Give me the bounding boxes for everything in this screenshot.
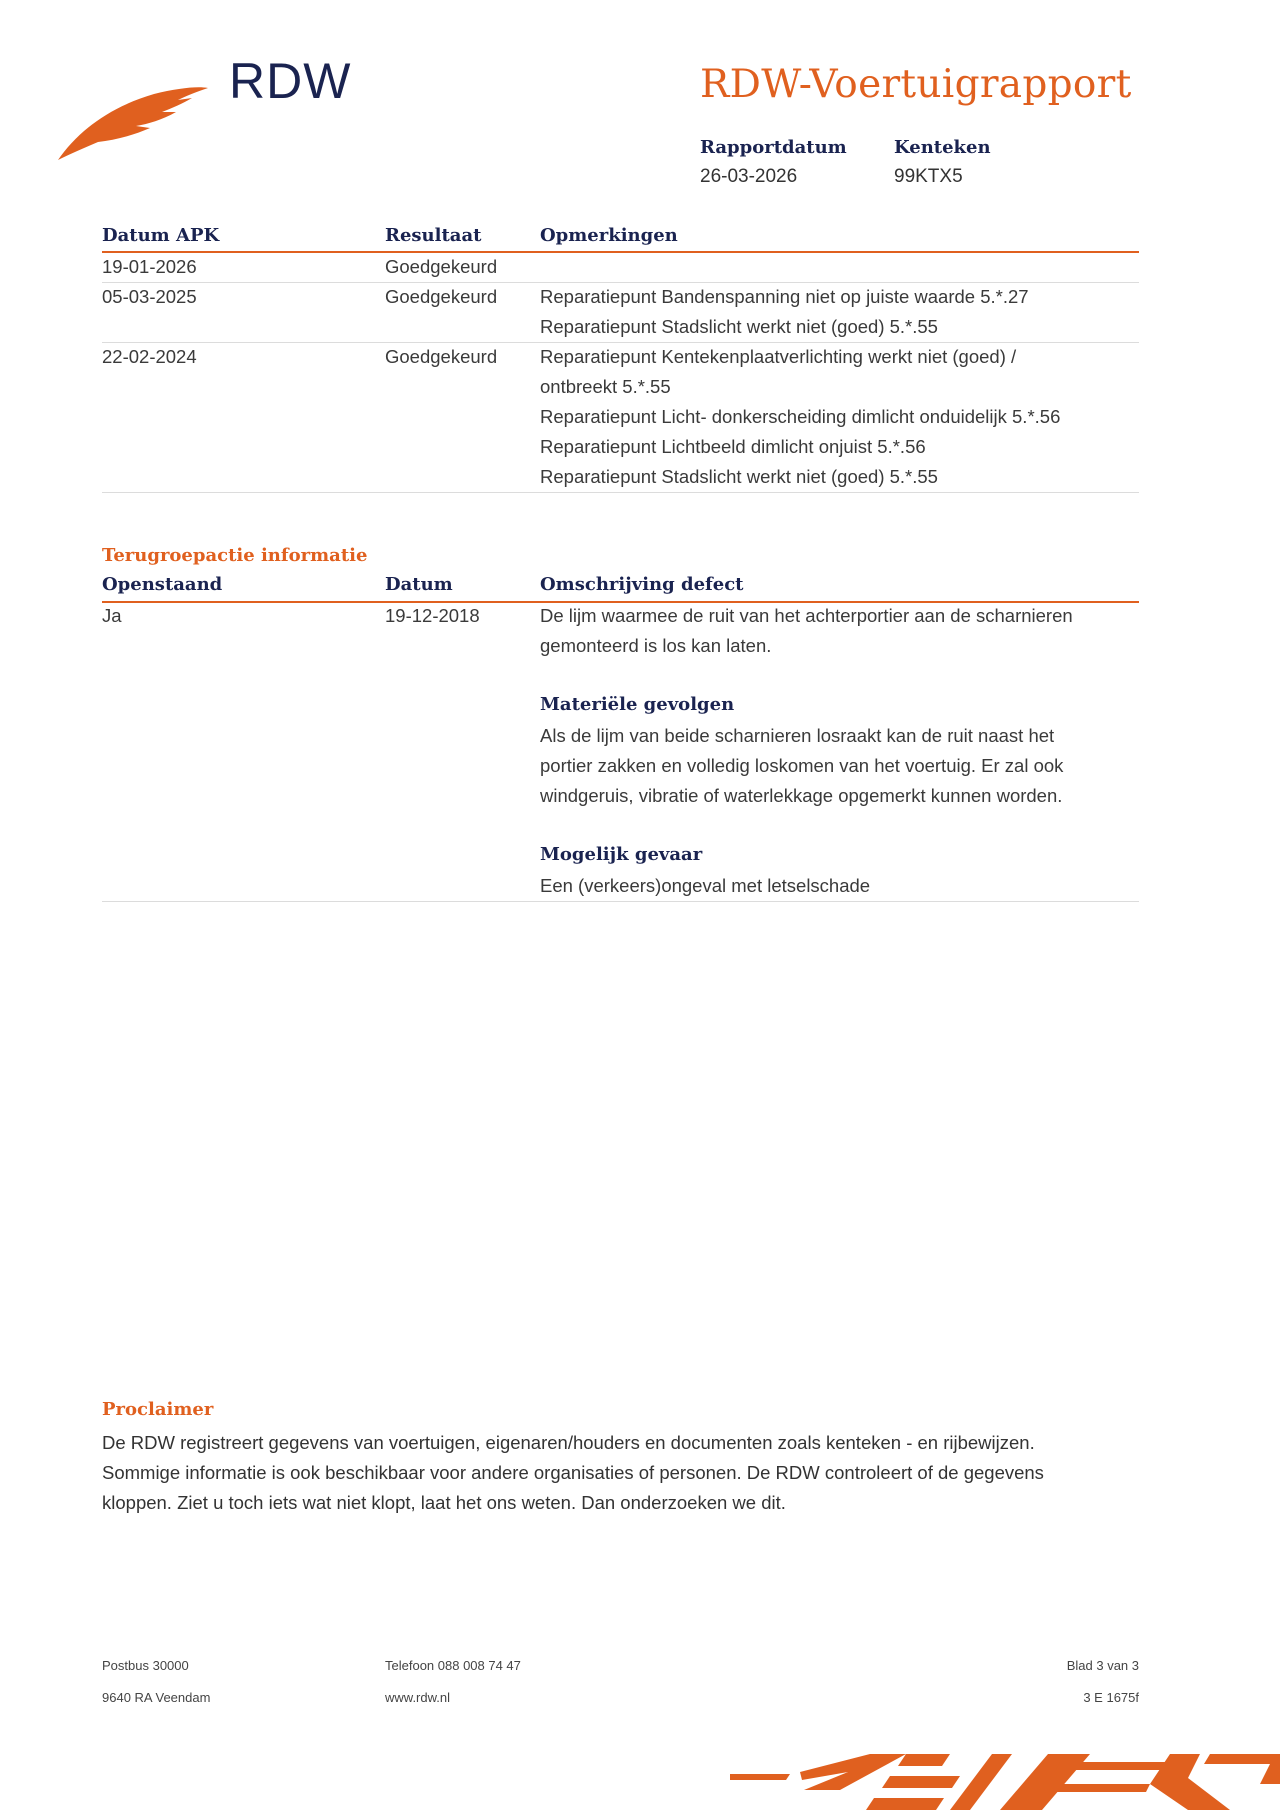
consequences-text: windgeruis, vibratie of waterlekkage opgemerkt kunnen worden.: [540, 785, 1063, 806]
defect-description: gemonteerd is los kan laten.: [540, 635, 772, 656]
apk-remark: ontbreekt 5.*.55: [540, 376, 671, 397]
consequences-text: Als de lijm van beide scharnieren losraakt kan de ruit naast het: [540, 725, 1055, 746]
defect-description: De lijm waarmee de ruit van het achterportier aan de scharnieren: [540, 605, 1073, 626]
disclaimer-line: De RDW registreert gegevens van voertuigen, eigenaren/houders en documenten zoals kenteken - en rijbewijzen.: [102, 1432, 1035, 1453]
report-title: RDW-Voertuigrapport: [700, 62, 1132, 107]
column-header-result: Resultaat: [385, 225, 482, 246]
apk-row-result: Goedgekeurd: [385, 286, 498, 307]
apk-row-date: 19-01-2026: [102, 256, 197, 277]
recall-section-title: Terugroepactie informatie: [102, 545, 368, 566]
disclaimer-line: Sommige informatie is ook beschikbaar voor andere organisaties of personen. De RDW controleert of de gegevens: [102, 1462, 1044, 1483]
footer-address-line1: Postbus 30000: [102, 1658, 189, 1673]
apk-row-date: 22-02-2024: [102, 346, 197, 367]
column-header-recall-date: Datum: [385, 574, 453, 595]
footer-website: www.rdw.nl: [385, 1690, 451, 1705]
report-date-label: Rapportdatum: [700, 137, 847, 158]
apk-remark: Reparatiepunt Stadslicht werkt niet (goed) 5.*.55: [540, 316, 938, 337]
disclaimer-title: Proclaimer: [102, 1399, 214, 1420]
consequences-text: portier zakken en volledig loskomen van het voertuig. Er zal ook: [540, 755, 1064, 776]
license-plate-value: 99KTX5: [894, 166, 963, 187]
recall-date-value: 19-12-2018: [385, 605, 480, 626]
column-header-apk-date: Datum APK: [102, 225, 220, 246]
recall-open-value: Ja: [102, 605, 122, 626]
apk-row-result: Goedgekeurd: [385, 346, 498, 367]
column-header-remarks: Opmerkingen: [540, 225, 678, 246]
decorative-stripes-icon: [730, 1744, 1280, 1812]
column-header-open: Openstaand: [102, 574, 223, 595]
footer-document-code: 3 E 1675f: [1083, 1690, 1139, 1705]
apk-remark: Reparatiepunt Lichtbeeld dimlicht onjuist 5.*.56: [540, 436, 926, 457]
column-header-defect: Omschrijving defect: [540, 574, 744, 595]
footer-page-number: Blad 3 van 3: [1066, 1658, 1139, 1673]
danger-title: Mogelijk gevaar: [540, 844, 703, 865]
brand-name: RDW: [229, 53, 352, 109]
apk-row-result: Goedgekeurd: [385, 256, 498, 277]
apk-remark: Reparatiepunt Licht- donkerscheiding dimlicht onduidelijk 5.*.56: [540, 406, 1061, 427]
apk-remark: Reparatiepunt Stadslicht werkt niet (goed) 5.*.55: [540, 466, 938, 487]
danger-text: Een (verkeers)ongeval met letselschade: [540, 875, 871, 896]
apk-row-date: 05-03-2025: [102, 286, 197, 307]
consequences-title: Materiële gevolgen: [540, 694, 735, 715]
footer-address-line2: 9640 RA Veendam: [102, 1690, 211, 1705]
license-plate-label: Kenteken: [894, 137, 991, 158]
rdw-logo-icon: [58, 86, 208, 162]
row-divider: [102, 901, 1139, 902]
disclaimer-line: kloppen. Ziet u toch iets wat niet klopt, laat het ons weten. Dan onderzoeken we dit.: [102, 1492, 786, 1513]
footer-phone: Telefoon 088 008 74 47: [385, 1658, 521, 1673]
apk-remark: Reparatiepunt Kentekenplaatverlichting werkt niet (goed) /: [540, 346, 1017, 367]
row-divider: [102, 492, 1139, 493]
report-date-value: 26-03-2026: [700, 166, 798, 187]
apk-remark: Reparatiepunt Bandenspanning niet op juiste waarde 5.*.27: [540, 286, 1029, 307]
disclaimer-text: [102, 1428, 1142, 1518]
table-header-divider: [102, 251, 1139, 253]
